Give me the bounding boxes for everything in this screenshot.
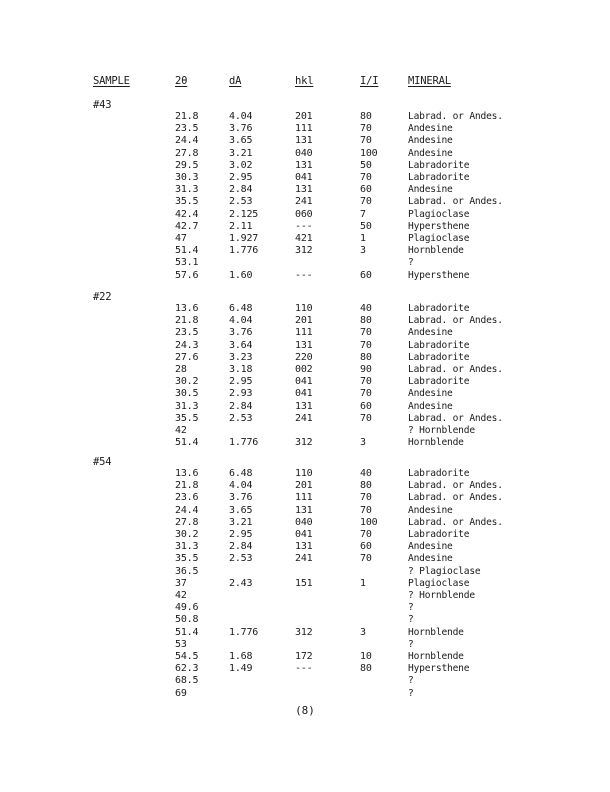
two-theta-cell: 35.5	[175, 412, 199, 424]
d-spacing-cell: 1.49	[229, 663, 253, 675]
header-hkl: hkl	[295, 75, 314, 87]
intensity-cell: 70	[360, 388, 372, 400]
mineral-cell: Plagioclase	[408, 233, 470, 244]
two-theta-cell: 42.7	[175, 220, 199, 232]
d-spacing-cell: 2.53	[229, 412, 253, 424]
hkl-cell: 131	[295, 159, 313, 171]
d-spacing-cell: 2.93	[229, 388, 253, 400]
intensity-cell: 40	[360, 468, 372, 479]
sample-id: #22	[93, 291, 112, 303]
hkl-cell: 041	[295, 376, 313, 388]
d-spacing-cell: 1.776	[229, 245, 259, 257]
intensity-cell: 70	[360, 172, 372, 183]
mineral-cell: ?	[408, 687, 414, 699]
hkl-cell: 201	[295, 480, 313, 492]
hkl-cell: 111	[295, 327, 313, 339]
d-spacing-cell: 6.48	[229, 303, 253, 314]
hkl-cell: 201	[295, 315, 313, 327]
intensity-cell: 70	[360, 412, 372, 424]
mineral-cell: Andesine	[408, 388, 453, 400]
two-theta-cell: 51.4	[175, 437, 199, 449]
hkl-cell: 241	[295, 412, 313, 424]
mineral-cell: Andesine	[408, 553, 453, 565]
table-header	[0, 74, 610, 88]
mineral-cell: Labrad. or Andes.	[408, 516, 503, 528]
d-spacing-cell: 4.04	[229, 111, 253, 122]
two-theta-cell: 47	[175, 233, 187, 244]
d-spacing-cell: 2.95	[229, 172, 253, 183]
d-spacing-cell: 1.776	[229, 626, 259, 638]
d-spacing-cell: 2.53	[229, 553, 253, 565]
intensity-cell: 80	[360, 351, 372, 363]
two-theta-cell: 23.5	[175, 123, 199, 135]
intensity-cell: 70	[360, 196, 372, 208]
mineral-cell: Labradorite	[408, 159, 470, 171]
intensity-cell: 50	[360, 159, 372, 171]
two-theta-cell: 50.8	[175, 614, 199, 626]
intensity-cell: 3	[360, 437, 366, 449]
intensity-cell: 70	[360, 529, 372, 540]
mineral-cell: ? Hornblende	[408, 425, 475, 436]
mineral-cell: Labrad. or Andes.	[408, 412, 503, 424]
two-theta-cell: 27.6	[175, 351, 199, 363]
mineral-cell: Plagioclase	[408, 208, 470, 220]
mineral-cell: ?	[408, 257, 414, 269]
intensity-cell: 70	[360, 492, 372, 504]
mineral-cell: Hypersthene	[408, 220, 470, 232]
intensity-cell: 70	[360, 135, 372, 147]
mineral-cell: Andesine	[408, 504, 453, 516]
two-theta-cell: 23.5	[175, 327, 199, 339]
mineral-cell: ?	[408, 638, 414, 650]
mineral-cell: Labrad. or Andes.	[408, 364, 503, 375]
mineral-cell: Andesine	[408, 123, 453, 135]
two-theta-cell: 24.3	[175, 339, 199, 351]
mineral-cell: ? Plagioclase	[408, 565, 481, 577]
d-spacing-cell: 3.76	[229, 327, 253, 339]
mineral-cell: Hornblende	[408, 626, 464, 638]
hkl-cell: 421	[295, 233, 313, 244]
two-theta-cell: 62.3	[175, 663, 199, 675]
intensity-cell: 60	[360, 541, 372, 553]
two-theta-cell: 42	[175, 425, 187, 436]
two-theta-cell: 23.6	[175, 492, 199, 504]
mineral-cell: Labrad. or Andes.	[408, 315, 503, 327]
two-theta-cell: 21.8	[175, 315, 199, 327]
intensity-cell: 3	[360, 626, 366, 638]
intensity-cell: 1	[360, 233, 366, 244]
two-theta-cell: 36.5	[175, 565, 199, 577]
mineral-cell: ?	[408, 614, 414, 626]
mineral-cell: Labradorite	[408, 351, 470, 363]
mineral-cell: Andesine	[408, 541, 453, 553]
hkl-cell: ---	[295, 269, 313, 281]
intensity-cell: 70	[360, 339, 372, 351]
mineral-cell: Hypersthene	[408, 269, 470, 281]
d-spacing-cell: 3.76	[229, 123, 253, 135]
d-spacing-cell: 3.64	[229, 339, 253, 351]
d-spacing-cell: 1.776	[229, 437, 259, 449]
mineral-cell: Andesine	[408, 400, 453, 412]
d-spacing-cell: 3.18	[229, 364, 253, 375]
intensity-cell: 40	[360, 303, 372, 314]
hkl-cell: 060	[295, 208, 313, 220]
two-theta-cell: 30.2	[175, 376, 199, 388]
two-theta-cell: 30.2	[175, 529, 199, 540]
hkl-cell: 111	[295, 492, 313, 504]
two-theta-cell: 31.3	[175, 184, 199, 196]
intensity-cell: 50	[360, 220, 372, 232]
d-spacing-cell: 2.125	[229, 208, 259, 220]
d-spacing-cell: 3.21	[229, 516, 253, 528]
hkl-cell: 172	[295, 651, 313, 662]
hkl-cell: 041	[295, 529, 313, 540]
two-theta-cell: 68.5	[175, 675, 199, 687]
intensity-cell: 100	[360, 516, 378, 528]
hkl-cell: 131	[295, 400, 313, 412]
two-theta-cell: 30.3	[175, 172, 199, 183]
d-spacing-cell: 2.84	[229, 541, 253, 553]
two-theta-cell: 37	[175, 577, 187, 589]
d-spacing-cell: 2.11	[229, 220, 253, 232]
mineral-cell: ? Hornblende	[408, 590, 475, 601]
d-spacing-cell: 1.68	[229, 651, 253, 662]
two-theta-cell: 24.4	[175, 135, 199, 147]
d-spacing-cell: 4.04	[229, 480, 253, 492]
intensity-cell: 80	[360, 315, 372, 327]
hkl-cell: 131	[295, 504, 313, 516]
two-theta-cell: 51.4	[175, 626, 199, 638]
intensity-cell: 7	[360, 208, 366, 220]
hkl-cell: 151	[295, 577, 313, 589]
mineral-cell: Labrad. or Andes.	[408, 480, 503, 492]
mineral-cell: Labrad. or Andes.	[408, 492, 503, 504]
d-spacing-cell: 4.04	[229, 315, 253, 327]
d-spacing-cell: 2.84	[229, 400, 253, 412]
intensity-cell: 10	[360, 651, 372, 662]
mineral-cell: Labradorite	[408, 339, 470, 351]
hkl-cell: 040	[295, 516, 313, 528]
hkl-cell: 312	[295, 626, 313, 638]
intensity-cell: 70	[360, 123, 372, 135]
two-theta-cell: 31.3	[175, 541, 199, 553]
intensity-cell: 100	[360, 147, 378, 159]
mineral-cell: Hypersthene	[408, 663, 470, 675]
hkl-cell: 041	[295, 388, 313, 400]
two-theta-cell: 42	[175, 590, 187, 601]
mineral-cell: ?	[408, 675, 414, 687]
intensity-cell: 70	[360, 504, 372, 516]
mineral-cell: Andesine	[408, 327, 453, 339]
two-theta-cell: 35.5	[175, 553, 199, 565]
d-spacing-cell: 2.95	[229, 376, 253, 388]
hkl-cell: 220	[295, 351, 313, 363]
header-sample: SAMPLE	[93, 75, 130, 87]
hkl-cell: ---	[295, 663, 313, 675]
d-spacing-cell: 2.43	[229, 577, 253, 589]
mineral-cell: Labradorite	[408, 172, 470, 183]
intensity-cell: 60	[360, 269, 372, 281]
two-theta-cell: 49.6	[175, 602, 199, 614]
hkl-cell: 110	[295, 303, 313, 314]
two-theta-cell: 54.5	[175, 651, 199, 662]
d-spacing-cell: 1.60	[229, 269, 253, 281]
d-spacing-cell: 3.02	[229, 159, 253, 171]
hkl-cell: 312	[295, 245, 313, 257]
table-row	[0, 436, 610, 450]
two-theta-cell: 57.6	[175, 269, 199, 281]
mineral-cell: Andesine	[408, 135, 453, 147]
hkl-cell: 241	[295, 553, 313, 565]
intensity-cell: 70	[360, 553, 372, 565]
hkl-cell: 040	[295, 147, 313, 159]
header-mineral: MINERAL	[408, 75, 451, 87]
mineral-cell: Andesine	[408, 184, 453, 196]
mineral-cell: Labradorite	[408, 376, 470, 388]
d-spacing-cell: 1.927	[229, 233, 259, 244]
two-theta-cell: 27.8	[175, 516, 199, 528]
two-theta-cell: 21.8	[175, 480, 199, 492]
two-theta-cell: 51.4	[175, 245, 199, 257]
hkl-cell: 131	[295, 184, 313, 196]
hkl-cell: 131	[295, 541, 313, 553]
header-two-theta: 2θ	[175, 75, 188, 87]
d-spacing-cell: 3.23	[229, 351, 253, 363]
header-intensity: I/I	[360, 75, 379, 87]
d-spacing-cell: 6.48	[229, 468, 253, 479]
intensity-cell: 80	[360, 111, 372, 122]
hkl-cell: 312	[295, 437, 313, 449]
mineral-cell: Labradorite	[408, 468, 470, 479]
hkl-cell: 131	[295, 135, 313, 147]
sample-id: #43	[93, 99, 112, 111]
two-theta-cell: 29.5	[175, 159, 199, 171]
two-theta-cell: 53.1	[175, 257, 199, 269]
mineral-cell: Labrad. or Andes.	[408, 111, 503, 122]
two-theta-cell: 69	[175, 687, 187, 699]
d-spacing-cell: 3.65	[229, 504, 253, 516]
intensity-cell: 60	[360, 184, 372, 196]
d-spacing-cell: 3.76	[229, 492, 253, 504]
two-theta-cell: 13.6	[175, 303, 199, 314]
two-theta-cell: 42.4	[175, 208, 199, 220]
two-theta-cell: 27.8	[175, 147, 199, 159]
sample-id: #54	[93, 456, 112, 468]
two-theta-cell: 31.3	[175, 400, 199, 412]
two-theta-cell: 13.6	[175, 468, 199, 479]
intensity-cell: 3	[360, 245, 366, 257]
hkl-cell: 131	[295, 339, 313, 351]
mineral-cell: Labrad. or Andes.	[408, 196, 503, 208]
two-theta-cell: 24.4	[175, 504, 199, 516]
mineral-cell: Andesine	[408, 147, 453, 159]
mineral-cell: ?	[408, 602, 414, 614]
d-spacing-cell: 2.84	[229, 184, 253, 196]
two-theta-cell: 30.5	[175, 388, 199, 400]
mineral-cell: Hornblende	[408, 651, 464, 662]
intensity-cell: 60	[360, 400, 372, 412]
d-spacing-cell: 3.21	[229, 147, 253, 159]
hkl-cell: 041	[295, 172, 313, 183]
hkl-cell: 241	[295, 196, 313, 208]
intensity-cell: 1	[360, 577, 366, 589]
hkl-cell: 111	[295, 123, 313, 135]
d-spacing-cell: 2.95	[229, 529, 253, 540]
hkl-cell: 201	[295, 111, 313, 122]
page-number: (8)	[295, 704, 315, 717]
mineral-cell: Labradorite	[408, 529, 470, 540]
intensity-cell: 80	[360, 663, 372, 675]
mineral-cell: Labradorite	[408, 303, 470, 314]
intensity-cell: 70	[360, 327, 372, 339]
two-theta-cell: 53	[175, 638, 187, 650]
mineral-cell: Hornblende	[408, 245, 464, 257]
two-theta-cell: 28	[175, 364, 187, 375]
header-d-spacing: dA	[229, 75, 242, 87]
two-theta-cell: 35.5	[175, 196, 199, 208]
two-theta-cell: 21.8	[175, 111, 199, 122]
table-row	[0, 687, 610, 701]
table-row	[0, 269, 610, 283]
d-spacing-cell: 3.65	[229, 135, 253, 147]
d-spacing-cell: 2.53	[229, 196, 253, 208]
hkl-cell: 002	[295, 364, 313, 375]
intensity-cell: 90	[360, 364, 372, 375]
hkl-cell: 110	[295, 468, 313, 479]
hkl-cell: ---	[295, 220, 313, 232]
intensity-cell: 70	[360, 376, 372, 388]
intensity-cell: 80	[360, 480, 372, 492]
mineral-cell: Hornblende	[408, 437, 464, 449]
mineral-cell: Plagioclase	[408, 577, 470, 589]
